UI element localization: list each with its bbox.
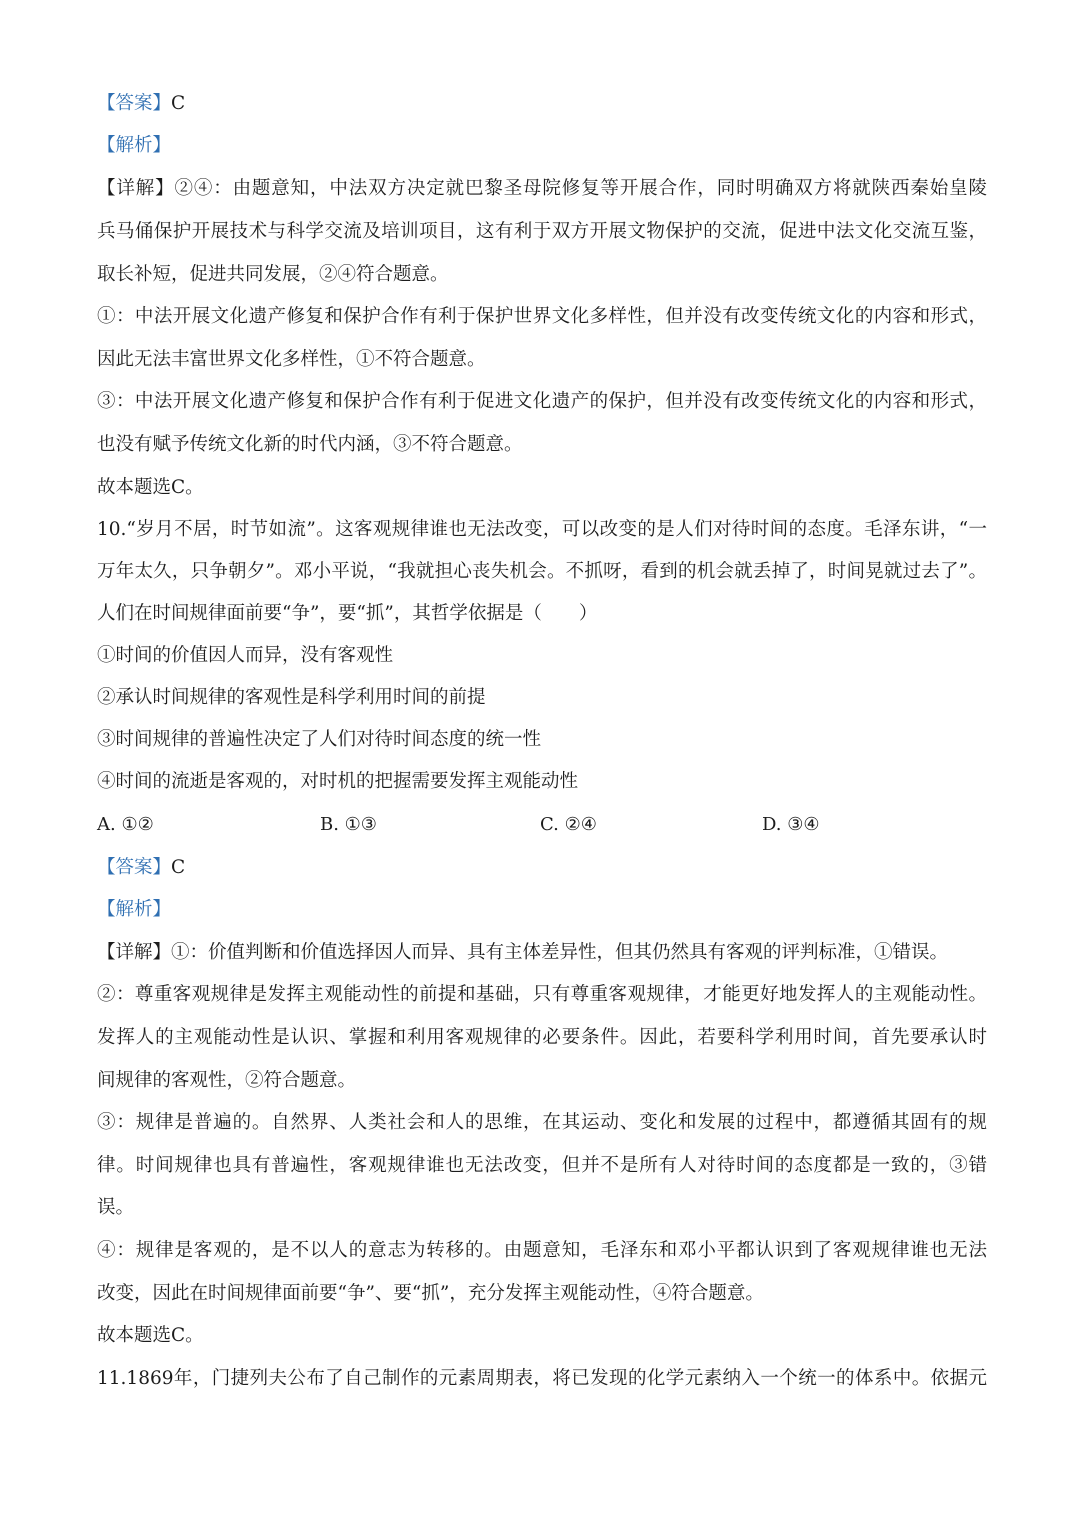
answer-value: C: [171, 93, 186, 114]
analysis-tag: 【解析】: [97, 899, 172, 920]
q10-answer: [97, 855, 987, 881]
answer-tag: 【答案】: [97, 857, 172, 878]
q9-conclusion: 故本题选C。: [97, 477, 204, 498]
q10-detail-line: 发挥人的主观能动性是认识、掌握和利用客观规律的必要条件。因此，若要科学利用时间，首先要承认时: [97, 1027, 987, 1048]
q10-statement: ②承认时间规律的客观性是科学利用时间的前提: [97, 687, 486, 708]
q10-detail-line: 【详解】①：价值判断和价值选择因人而异、具有主体差异性，但其仍然具有客观的评判标准，①错误。: [97, 942, 949, 963]
q10-detail-line: 改变，因此在时间规律面前要“争”、要“抓”，充分发挥主观能动性，④符合题意。: [97, 1283, 764, 1304]
q9-detail-line: ③：中法开展文化遗产修复和保护合作有利于促进文化遗产的保护，但并没有改变传统文化的内容和形式，: [97, 391, 987, 412]
q9-detail-line: 也没有赋予传统文化新的时代内涵，③不符合题意。: [97, 434, 523, 455]
q9-detail-line: 取长补短，促进共同发展，②④符合题意。: [97, 264, 449, 285]
detail-tag: 【详解】: [97, 178, 175, 199]
q10-stem-line: 万年太久，只争朝夕”。邓小平说，“我就担心丧失机会。不抓呀，看到的机会就丢掉了，时间晃就过去了”。: [97, 561, 987, 582]
q9-detail-line: 兵马俑保护开展技术与科学交流及培训项目，这有利于双方开展文物保护的交流，促进中法文化交流互鉴，: [97, 221, 987, 242]
answer-value: C: [171, 857, 186, 878]
q9-answer: [97, 91, 987, 117]
q10-detail-line: ③：规律是普遍的。自然界、人类社会和人的思维，在其运动、变化和发展的过程中，都遵循其固有的规: [97, 1112, 987, 1133]
q10-detail-line: 间规律的客观性，②符合题意。: [97, 1070, 357, 1091]
q10-statement: ④时间的流逝是客观的，对时机的把握需要发挥主观能动性: [97, 771, 579, 792]
q11-stem-line: 11.1869年，门捷列夫公布了自己制作的元素周期表，将已发现的化学元素纳入一个统一的体系中。依据元: [97, 1368, 987, 1389]
analysis-tag: 【解析】: [97, 135, 172, 156]
q10-detail-line: ②：尊重客观规律是发挥主观能动性的前提和基础，只有尊重客观规律，才能更好地发挥人的主观能动性。: [97, 984, 987, 1005]
q10-options: [97, 812, 987, 838]
q10-analysis-tag: [97, 897, 987, 923]
q10-stem-line: 人们在时间规律面前要“争”，要“抓”，其哲学依据是（ ）: [97, 603, 598, 624]
q10-stem-line: 10.“岁月不居，时节如流”。这客观规律谁也无法改变，可以改变的是人们对待时间的态度。毛泽东讲，“一: [97, 519, 987, 540]
option-b: B. ①③: [320, 814, 377, 835]
detail-tag: 【详解】: [97, 942, 172, 963]
q10-conclusion: 故本题选C。: [97, 1325, 204, 1346]
q10-statement: ①时间的价值因人而异，没有客观性: [97, 645, 394, 666]
option-a: A. ①②: [97, 814, 154, 835]
q9-analysis-tag: [97, 133, 987, 159]
q10-statement: ③时间规律的普遍性决定了人们对待时间态度的统一性: [97, 729, 542, 750]
option-d: D. ③④: [762, 814, 820, 835]
q10-detail-line: 误。: [97, 1197, 135, 1218]
q9-detail-line: ①：中法开展文化遗产修复和保护合作有利于保护世界文化多样性，但并没有改变传统文化的内容和形式，: [97, 306, 987, 327]
answer-tag: 【答案】: [97, 93, 172, 114]
option-c: C. ②④: [540, 814, 597, 835]
q9-detail-line: 【详解】②④：由题意知，中法双方决定就巴黎圣母院修复等开展合作，同时明确双方将就陕西秦始皇陵: [97, 178, 987, 199]
q10-detail-line: 律。时间规律也具有普遍性，客观规律谁也无法改变，但并不是所有人对待时间的态度都是一致的，③错: [97, 1155, 987, 1176]
q9-detail-line: 因此无法丰富世界文化多样性，①不符合题意。: [97, 349, 486, 370]
q10-detail-line: ④：规律是客观的，是不以人的意志为转移的。由题意知，毛泽东和邓小平都认识到了客观规律谁也无法: [97, 1240, 987, 1261]
